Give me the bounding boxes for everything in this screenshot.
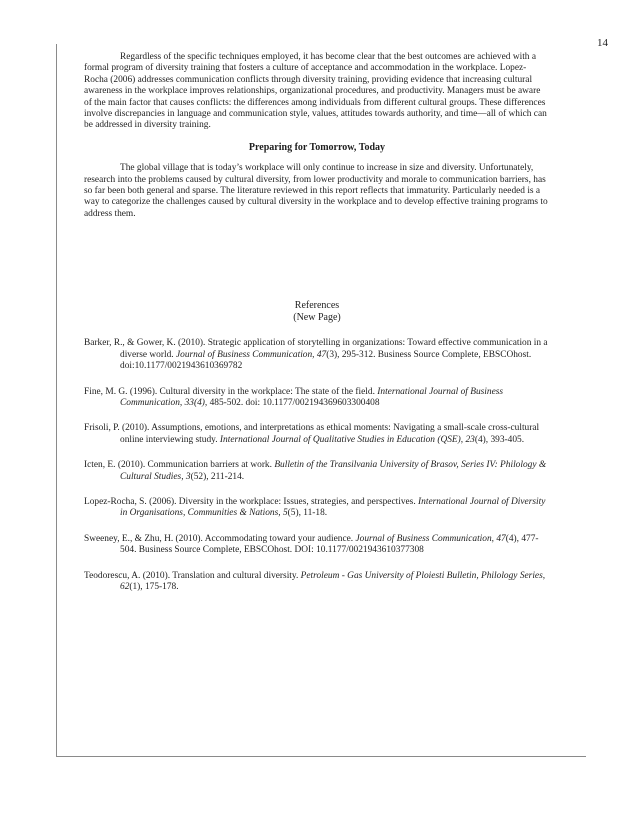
reference-entry xyxy=(84,387,550,410)
reference-details: (5), 11-18. xyxy=(287,508,328,519)
references-note: (New Page) xyxy=(293,312,341,324)
reference-text: Lopez-Rocha, S. (2006). Diversity in the workplace: Issues, strategies, and perspectives. xyxy=(84,496,419,507)
reference-source: Journal of Business Communication, 47 xyxy=(175,349,327,360)
reference-text: Barker, R., & Gower, K. (2010). Strategic application of storytelling in organizations: Toward effective communication in a diverse world. xyxy=(84,338,548,360)
reference-details: (4), 393-405. xyxy=(474,434,525,445)
references-title: References xyxy=(294,300,340,312)
reference-details: (3), 295-312. Business Source Complete, EBSCOhost. doi:10.1177/0021943610369782 xyxy=(120,349,532,372)
reference-text: Frisoli, P. (2010). Assumptions, emotions, and interpretations as ethical moments: Navigating a small-scale cross-cultural online interviewing study. xyxy=(84,423,540,445)
reference-text: Teodorescu, A. (2010). Translation and cultural diversity. xyxy=(84,570,301,581)
reference-text: Sweeney, E., & Zhu, H. (2010). Accommodating toward your audience. xyxy=(84,533,356,544)
reference-source: Journal of Business Communication, 47 xyxy=(355,533,506,544)
reference-source: International Journal of Qualitative Studies in Education (QSE), 23 xyxy=(219,434,475,445)
reference-source: Bulletin of the Transilvania University of Brasov, Series IV: Philology & Cultural Studies, 3 xyxy=(120,460,547,482)
reference-entry xyxy=(84,423,550,446)
reference-entry xyxy=(84,460,550,483)
reference-entry xyxy=(84,534,550,557)
section-heading: Preparing for Tomorrow, Today xyxy=(248,141,386,153)
reference-entry xyxy=(84,338,550,372)
reference-text: Icten, E. (2010). Communication barriers at work. xyxy=(84,460,275,471)
page-content xyxy=(84,52,550,607)
reference-entry xyxy=(84,571,550,594)
reference-details: (52), 211-214. xyxy=(190,471,245,482)
reference-details: 485-502. doi: 10.1177/002194369603300408 xyxy=(207,397,380,408)
page-frame-left-border xyxy=(56,44,57,756)
reference-details: (4), 477-504. Business Source Complete, EBSCOhost. DOI: 10.1177/0021943610377308 xyxy=(120,533,539,556)
page-frame-bottom-border xyxy=(56,756,586,757)
reference-source: International Journal of Diversity in Organisations, Communities & Nations, 5 xyxy=(120,496,546,519)
body-paragraph: Regardless of the specific techniques employed, it has become clear that the best outcomes are achieved with a formal program of diversity training that fosters a culture of acceptance and accommodation in the workplace. Lopez-Rocha (2006) addresses communication conflicts through diversity training, providing evidence that increasing cultural awareness in the workplace improves relationships, organizational procedures, and productivity. Managers must be aware of the main factor that causes conflicts: the differences among individuals from different cultural groups. These differences involve discrepancies in language and communication style, values, attitudes towards authority, and time—all of which can be addressed in diversity training. xyxy=(84,52,547,131)
reference-text: Fine, M. G. (1996). Cultural diversity in the workplace: The state of the field. xyxy=(84,386,378,397)
references-list xyxy=(84,338,550,593)
reference-source: Petroleum - Gas University of Ploiesti Bulletin, Philology Series, 62 xyxy=(120,570,546,592)
body-paragraph: The global village that is today’s workplace will only continue to increase in size and diversity. Unfortunately, research into the problems caused by cultural diversity, from lower productivity and morale to communication barriers, has so far been both general and sparse. The literature reviewed in this report reflects that immaturity. Particularly needed is a way to categorize the challenges caused by cultural diversity in the workplace and to develop effective training programs to address them. xyxy=(84,163,548,219)
reference-entry xyxy=(84,497,550,520)
page-number: 14 xyxy=(597,37,608,49)
reference-details: (1), 175-178. xyxy=(129,581,179,592)
reference-source: International Journal of Business Communication, 33(4), xyxy=(120,386,504,408)
